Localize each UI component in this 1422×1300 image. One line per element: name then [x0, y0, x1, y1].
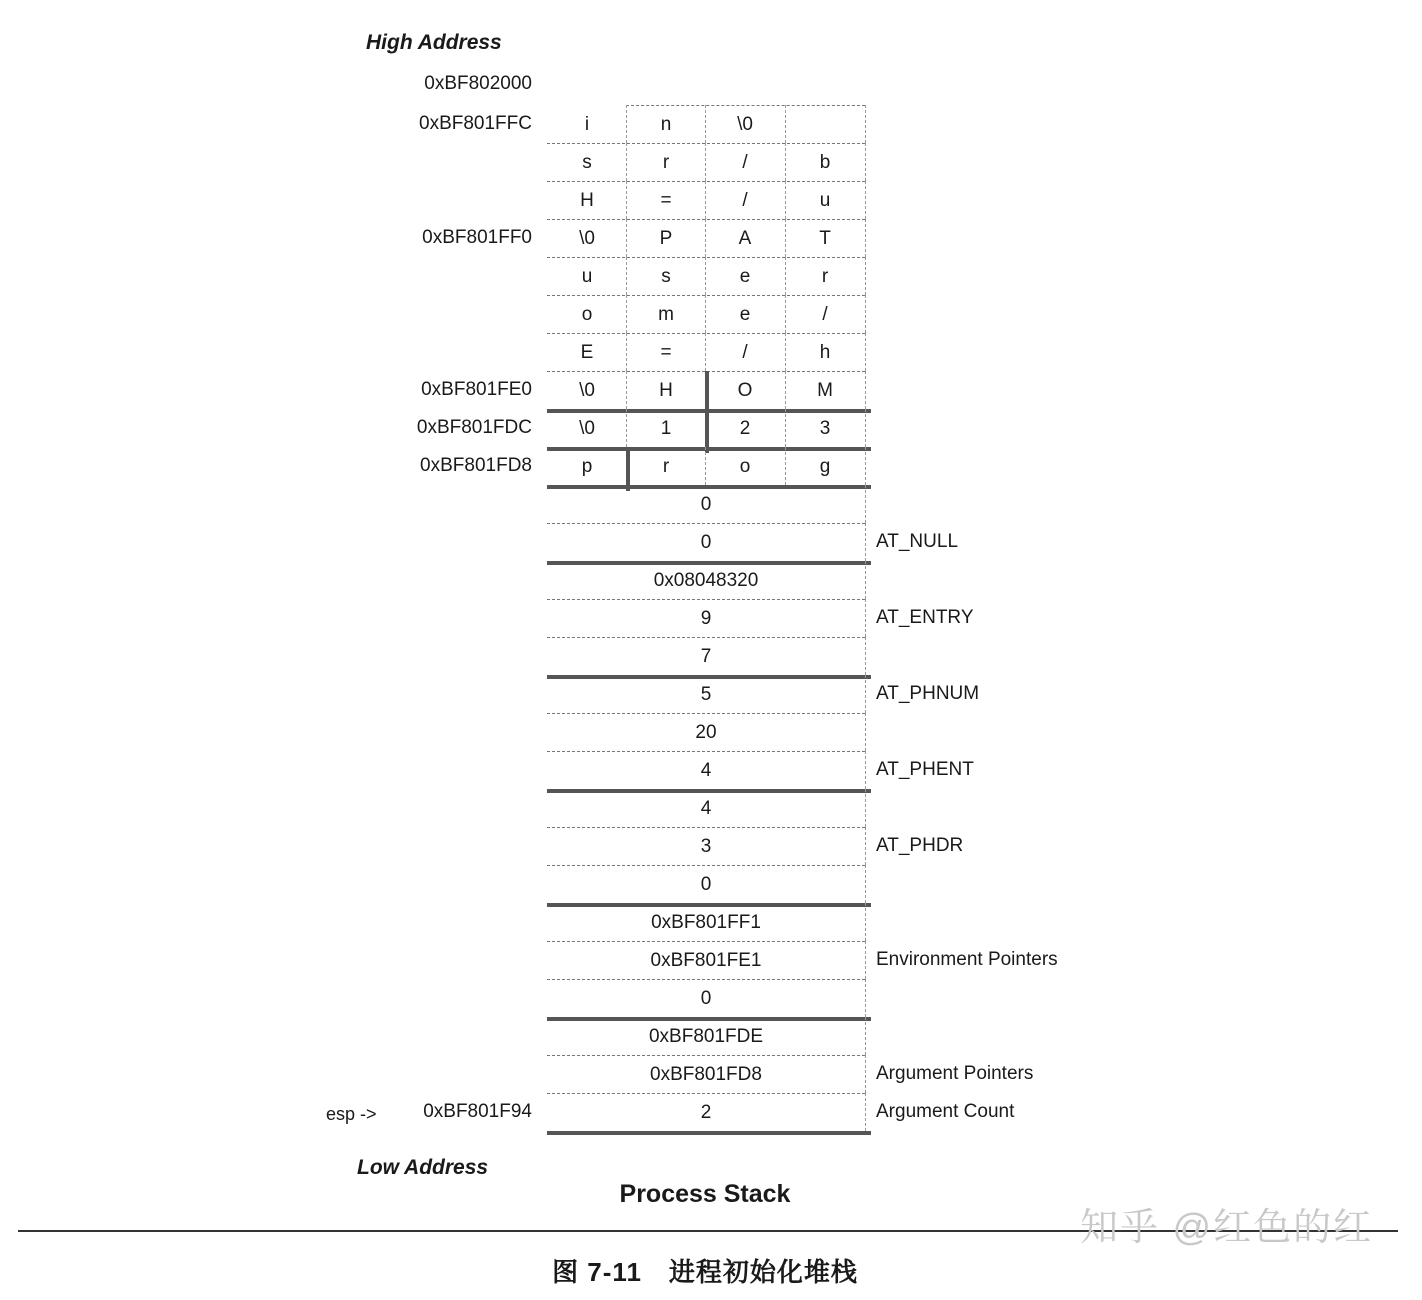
- row-address: 0xBF801FFC: [419, 113, 532, 134]
- word-annotation: Environment Pointers: [876, 949, 1058, 970]
- stack-word-value: 0: [700, 532, 712, 553]
- column-divider: [705, 447, 706, 485]
- column-divider: [626, 257, 627, 295]
- byte-cell: A: [738, 228, 752, 249]
- column-divider: [705, 181, 706, 219]
- column-divider: [785, 333, 786, 371]
- diagram-title: Process Stack: [619, 1180, 791, 1208]
- column-divider: [785, 409, 786, 447]
- column-divider: [865, 105, 866, 143]
- column-divider: [865, 523, 866, 561]
- row-address: 0xBF801FF0: [422, 227, 532, 248]
- row-divider: [547, 1055, 865, 1056]
- byte-cell: M: [817, 380, 833, 401]
- column-divider: [626, 371, 627, 409]
- byte-cell: e: [739, 266, 751, 287]
- row-divider: [547, 599, 865, 600]
- byte-cell: \0: [579, 418, 595, 439]
- column-divider: [626, 409, 627, 447]
- row-divider: [547, 219, 865, 220]
- column-divider: [705, 219, 706, 257]
- column-divider: [705, 143, 706, 181]
- column-divider: [626, 333, 627, 371]
- row-divider: [547, 295, 865, 296]
- stack-word-value: 2: [700, 1102, 712, 1123]
- esp-pointer-label: esp ->: [326, 1104, 377, 1124]
- byte-cell: s: [661, 266, 671, 287]
- column-divider: [865, 219, 866, 257]
- column-divider: [785, 371, 786, 409]
- row-divider: [547, 523, 865, 524]
- row-divider: [547, 675, 871, 679]
- byte-cell: p: [581, 456, 593, 477]
- row-divider: [547, 713, 865, 714]
- word-annotation: AT_PHNUM: [876, 683, 980, 704]
- word-annotation: Argument Pointers: [876, 1063, 1034, 1084]
- byte-cell: 3: [819, 418, 831, 439]
- column-divider: [626, 295, 627, 333]
- column-divider: [865, 333, 866, 371]
- column-divider: [865, 1017, 866, 1055]
- column-divider: [626, 105, 627, 143]
- byte-cell: 2: [739, 418, 751, 439]
- high-address-label: High Address: [366, 31, 502, 54]
- stack-word-value: 5: [700, 684, 712, 705]
- byte-cell: /: [742, 342, 748, 363]
- column-divider: [785, 181, 786, 219]
- byte-cell: =: [660, 190, 672, 211]
- byte-cell: r: [662, 456, 670, 477]
- row-divider: [547, 181, 865, 182]
- column-divider: [785, 295, 786, 333]
- byte-cell: \0: [737, 114, 753, 135]
- byte-cell: g: [819, 456, 831, 477]
- byte-cell: o: [739, 456, 751, 477]
- column-divider: [785, 219, 786, 257]
- byte-cell: P: [659, 228, 673, 249]
- column-divider: [865, 827, 866, 865]
- stack-word-value: 0: [700, 874, 712, 895]
- stack-word-value: 3: [700, 836, 712, 857]
- row-address: 0xBF801FE0: [421, 379, 532, 400]
- stack-word-value: 0xBF801FD8: [650, 1064, 762, 1085]
- stack-word-value: 4: [700, 798, 712, 819]
- stack-word-value: 0: [700, 988, 712, 1009]
- byte-cell: /: [742, 190, 748, 211]
- row-divider: [547, 447, 871, 451]
- row-divider: [547, 1017, 871, 1021]
- row-divider: [547, 827, 865, 828]
- column-divider: [865, 447, 866, 485]
- byte-cell: i: [584, 114, 590, 135]
- column-divider: [785, 143, 786, 181]
- byte-cell: \0: [579, 380, 595, 401]
- word-annotation: AT_PHENT: [876, 759, 974, 780]
- column-divider: [865, 257, 866, 295]
- figure-caption: 图 7-11 进程初始化堆栈: [552, 1257, 858, 1287]
- row-divider: [626, 105, 865, 106]
- row-divider: [547, 409, 871, 413]
- byte-cell: E: [580, 342, 594, 363]
- row-divider: [547, 485, 871, 489]
- column-divider: [626, 447, 630, 491]
- column-divider: [785, 105, 786, 143]
- column-divider: [785, 447, 786, 485]
- watermark: 知乎 @红色的红: [1080, 1207, 1374, 1249]
- word-annotation: AT_ENTRY: [876, 607, 974, 628]
- row-address: 0xBF801FDC: [416, 417, 532, 438]
- column-divider: [865, 485, 866, 523]
- byte-cell: H: [659, 380, 673, 401]
- column-divider: [626, 143, 627, 181]
- word-annotation: AT_NULL: [876, 531, 959, 552]
- stack-word-value: 0xBF801FE1: [650, 950, 762, 971]
- row-divider: [547, 333, 865, 334]
- byte-cell: n: [660, 114, 672, 135]
- word-annotation: Argument Count: [876, 1101, 1015, 1122]
- column-divider: [865, 371, 866, 409]
- column-divider: [865, 143, 866, 181]
- column-divider: [865, 713, 866, 751]
- word-annotation: AT_PHDR: [876, 835, 964, 856]
- column-divider: [865, 751, 866, 789]
- column-divider: [705, 333, 706, 371]
- byte-cell: 1: [660, 418, 672, 439]
- column-divider: [865, 941, 866, 979]
- column-divider: [865, 561, 866, 599]
- byte-cell: h: [819, 342, 831, 363]
- column-divider: [865, 637, 866, 675]
- byte-cell: r: [821, 266, 829, 287]
- column-divider: [865, 1093, 866, 1131]
- byte-cell: b: [819, 152, 831, 173]
- column-divider: [705, 295, 706, 333]
- column-divider: [865, 903, 866, 941]
- stack-word-value: 4: [700, 760, 712, 781]
- byte-cell: O: [737, 380, 753, 401]
- byte-cell: m: [658, 304, 674, 325]
- byte-cell: o: [581, 304, 593, 325]
- byte-cell: u: [819, 190, 831, 211]
- byte-cell: u: [581, 266, 593, 287]
- row-divider: [547, 143, 865, 144]
- byte-cell: /: [742, 152, 748, 173]
- row-divider: [547, 789, 871, 793]
- column-divider: [865, 409, 866, 447]
- row-divider: [547, 1093, 865, 1094]
- byte-cell: H: [580, 190, 594, 211]
- column-divider: [865, 1055, 866, 1093]
- byte-cell: =: [660, 342, 672, 363]
- byte-cell: /: [822, 304, 828, 325]
- byte-cell: T: [819, 228, 831, 249]
- stack-word-value: 0xBF801FF1: [651, 912, 761, 933]
- row-divider: [547, 941, 865, 942]
- row-divider: [547, 979, 865, 980]
- stack-word-value: 0: [700, 494, 712, 515]
- column-divider: [705, 257, 706, 295]
- stack-word-value: 0x08048320: [653, 570, 759, 591]
- stack-word-value: 9: [700, 608, 712, 629]
- byte-cell: \0: [579, 228, 595, 249]
- row-divider: [547, 903, 871, 907]
- column-divider: [865, 599, 866, 637]
- row-address: 0xBF801FD8: [420, 455, 532, 476]
- low-address-label: Low Address: [357, 1156, 489, 1179]
- row-divider: [547, 751, 865, 752]
- column-divider: [626, 219, 627, 257]
- column-divider: [865, 789, 866, 827]
- row-address: 0xBF801F94: [423, 1101, 532, 1122]
- row-divider: [547, 561, 871, 565]
- row-divider: [547, 1131, 871, 1135]
- column-divider: [626, 181, 627, 219]
- stack-word-value: 20: [695, 722, 717, 743]
- row-divider: [547, 865, 865, 866]
- stack-word-value: 0xBF801FDE: [648, 1026, 764, 1047]
- column-divider: [865, 675, 866, 713]
- column-divider: [865, 865, 866, 903]
- column-divider: [705, 105, 706, 143]
- column-divider: [865, 295, 866, 333]
- top-address-label: 0xBF802000: [424, 73, 532, 94]
- row-divider: [547, 257, 865, 258]
- row-divider: [547, 637, 865, 638]
- byte-cell: r: [662, 152, 670, 173]
- column-divider: [865, 979, 866, 1017]
- column-divider: [785, 257, 786, 295]
- byte-cell: s: [582, 152, 592, 173]
- stack-word-value: 7: [700, 646, 712, 667]
- byte-cell: e: [739, 304, 751, 325]
- column-divider: [865, 181, 866, 219]
